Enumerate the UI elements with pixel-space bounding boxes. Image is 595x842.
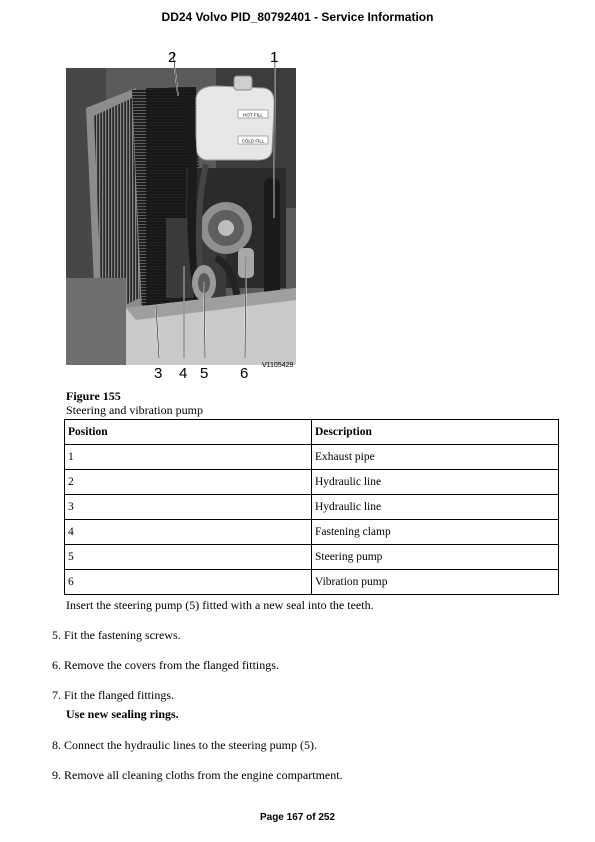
callout-5: 5 <box>200 365 209 382</box>
step-5 <box>52 628 181 643</box>
cell-position: 3 <box>65 495 312 520</box>
cell-position: 1 <box>65 445 312 470</box>
cell-description: Fastening clamp <box>312 520 559 545</box>
step-8 <box>52 738 317 753</box>
table-row <box>65 445 559 470</box>
figure-title: Figure 155 <box>66 389 121 403</box>
table-row <box>65 545 559 570</box>
cell-position: 4 <box>65 520 312 545</box>
callout-1: 1 <box>270 49 279 66</box>
step-text: Remove all cleaning cloths from the engine compartment. <box>64 768 343 782</box>
cell-position: 6 <box>65 570 312 595</box>
callout-4: 4 <box>179 365 188 382</box>
figure-155 <box>66 49 296 382</box>
table-row <box>65 570 559 595</box>
table-row <box>65 495 559 520</box>
cell-description: Vibration pump <box>312 570 559 595</box>
header-position: Position <box>65 420 312 445</box>
intro-text: Insert the steering pump (5) fitted with a new seal into the teeth. <box>66 598 374 612</box>
step-text: Fit the flanged fittings. <box>64 688 174 702</box>
step-9 <box>52 768 343 783</box>
step-text: Fit the fastening screws. <box>64 628 181 642</box>
page-header: DD24 Volvo PID_80792401 - Service Information <box>161 10 434 24</box>
step-6 <box>52 658 279 673</box>
cell-description: Hydraulic line <box>312 495 559 520</box>
callout-3: 3 <box>154 365 163 382</box>
step-number: 6. <box>52 658 61 672</box>
tank-label-cold: COLD FILL <box>241 138 265 144</box>
step-7-note <box>66 707 179 722</box>
callout-2: 2 <box>168 49 177 66</box>
page-number: Page 167 of 252 <box>259 812 336 823</box>
cell-position: 2 <box>65 470 312 495</box>
image-code: V1105429 <box>262 362 294 369</box>
step-number: 7. <box>52 688 61 702</box>
figure-caption: Steering and vibration pump <box>66 403 203 417</box>
cell-description: Exhaust pipe <box>312 445 559 470</box>
table-row <box>65 470 559 495</box>
cell-position: 5 <box>65 545 312 570</box>
callout-leaders <box>66 48 296 368</box>
step-7 <box>52 688 174 703</box>
step-text: Connect the hydraulic lines to the steering pump (5). <box>64 738 317 752</box>
cell-description: Steering pump <box>312 545 559 570</box>
step-number: 5. <box>52 628 61 642</box>
step-number: 9. <box>52 768 61 782</box>
position-table <box>64 419 559 595</box>
tank-label-hot: HOT FILL <box>243 112 263 118</box>
header-description: Description <box>312 420 559 445</box>
table-row <box>65 520 559 545</box>
cell-description: Hydraulic line <box>312 470 559 495</box>
callout-6: 6 <box>240 365 249 382</box>
step-text: Remove the covers from the flanged fittings. <box>64 658 279 672</box>
table-header-row <box>65 420 559 445</box>
step-number: 8. <box>52 738 61 752</box>
step-note: Use new sealing rings. <box>66 707 179 721</box>
